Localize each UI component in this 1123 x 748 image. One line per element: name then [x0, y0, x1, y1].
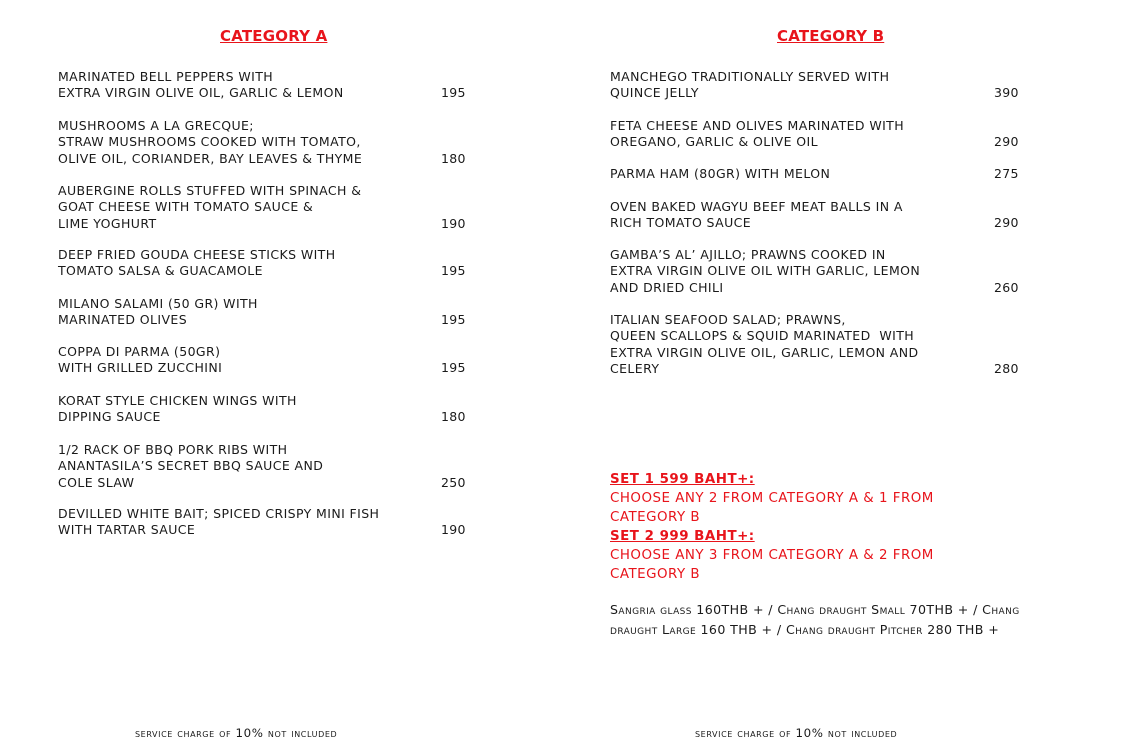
- menu-item-price: 180: [441, 150, 466, 166]
- menu-item-price: 180: [441, 409, 466, 425]
- menu-item: [58, 247, 466, 280]
- set-offers: [610, 470, 934, 584]
- service-charge-note-left: service charge of 10% not included: [135, 726, 338, 740]
- menu-item-price: 390: [994, 85, 1019, 101]
- menu-item-description: AUBERGINE ROLLS STUFFED WITH SPINACH & GOAT CHEESE WITH TOMATO SAUCE & LIME YOGHURT: [58, 183, 362, 231]
- menu-item: [610, 247, 1019, 296]
- menu-item-price: 195: [441, 263, 466, 279]
- menu-item: [58, 393, 466, 426]
- menu-item: [58, 442, 466, 491]
- menu-item-description: MARINATED BELL PEPPERS WITH EXTRA VIRGIN OLIVE OIL, GARLIC & LEMON: [58, 69, 344, 101]
- menu-item: [58, 69, 466, 102]
- menu-item-description: COPPA DI PARMA (50GR) WITH GRILLED ZUCCHINI: [58, 344, 223, 376]
- menu-item-description: ITALIAN SEAFOOD SALAD; PRAWNS, QUEEN SCALLOPS & SQUID MARINATED WITH EXTRA VIRGIN OLIVE OIL, GARLIC, LEMON AND CELERY: [610, 312, 919, 376]
- menu-item-description: GAMBA’S AL’ AJILLO; PRAWNS COOKED IN EXTRA VIRGIN OLIVE OIL WITH GARLIC, LEMON AND DRIED CHILI: [610, 247, 921, 295]
- menu-item-description: DEVILLED WHITE BAIT; SPICED CRISPY MINI FISH WITH TARTAR SAUCE: [58, 506, 380, 538]
- menu-item-price: 195: [441, 85, 466, 101]
- set-2-description: CHOOSE ANY 3 FROM CATEGORY A & 2 FROM CATEGORY B: [610, 548, 934, 582]
- menu-item-description: KORAT STYLE CHICKEN WINGS WITH DIPPING SAUCE: [58, 393, 297, 425]
- menu-item: [58, 183, 466, 232]
- menu-item-price: 275: [994, 166, 1019, 181]
- service-charge-note-right: service charge of 10% not included: [695, 726, 898, 740]
- menu-item-description: PARMA HAM (80GR) WITH MELON: [610, 166, 831, 181]
- menu-item-price: 260: [994, 279, 1019, 295]
- menu-item: [58, 296, 466, 329]
- menu-item-price: 195: [441, 312, 466, 328]
- menu-item-price: 250: [441, 474, 466, 490]
- menu-item: [58, 118, 466, 167]
- category-b-title: CATEGORY B: [777, 27, 885, 45]
- menu-item-description: 1/2 RACK OF BBQ PORK RIBS WITH ANANTASILA’S SECRET BBQ SAUCE AND COLE SLAW: [58, 442, 324, 490]
- menu-item: [610, 199, 1019, 232]
- menu-item: [610, 166, 1019, 182]
- menu-item-description: MUSHROOMS A LA GRECQUE; STRAW MUSHROOMS COOKED WITH TOMATO, OLIVE OIL, CORIANDER, BAY LEAVES & THYME: [58, 118, 363, 166]
- menu-item-description: FETA CHEESE AND OLIVES MARINATED WITH OREGANO, GARLIC & OLIVE OIL: [610, 118, 905, 150]
- menu-item-description: DEEP FRIED GOUDA CHEESE STICKS WITH TOMATO SALSA & GUACAMOLE: [58, 247, 336, 279]
- menu-item-description: OVEN BAKED WAGYU BEEF MEAT BALLS IN A RICH TOMATO SAUCE: [610, 199, 903, 231]
- menu-item: [610, 118, 1019, 151]
- menu-item-description: MANCHEGO TRADITIONALLY SERVED WITH QUINCE JELLY: [610, 69, 890, 101]
- menu-item-price: 190: [441, 215, 466, 231]
- drinks-pricing: Sangria glass 160THB + / Chang draught Small 70THB + / Chang draught Large 160 THB + / Chang draught Pitcher 280 THB +: [610, 602, 1020, 637]
- menu-item-price: 190: [441, 522, 466, 538]
- category-a-title: CATEGORY A: [220, 27, 328, 45]
- menu-item: [610, 312, 1019, 377]
- menu-item: [58, 506, 466, 539]
- menu-item-description: MILANO SALAMI (50 GR) WITH MARINATED OLIVES: [58, 296, 258, 328]
- menu-item-price: 290: [994, 215, 1019, 231]
- menu-item-price: 290: [994, 134, 1019, 150]
- set-1-title: SET 1 599 BAHT+:: [610, 472, 755, 487]
- set-1-description: CHOOSE ANY 2 FROM CATEGORY A & 1 FROM CATEGORY B: [610, 491, 934, 525]
- set-2-title: SET 2 999 BAHT+:: [610, 529, 755, 544]
- menu-item: [58, 344, 466, 377]
- menu-item: [610, 69, 1019, 102]
- menu-item-price: 280: [994, 360, 1019, 376]
- menu-item-price: 195: [441, 360, 466, 376]
